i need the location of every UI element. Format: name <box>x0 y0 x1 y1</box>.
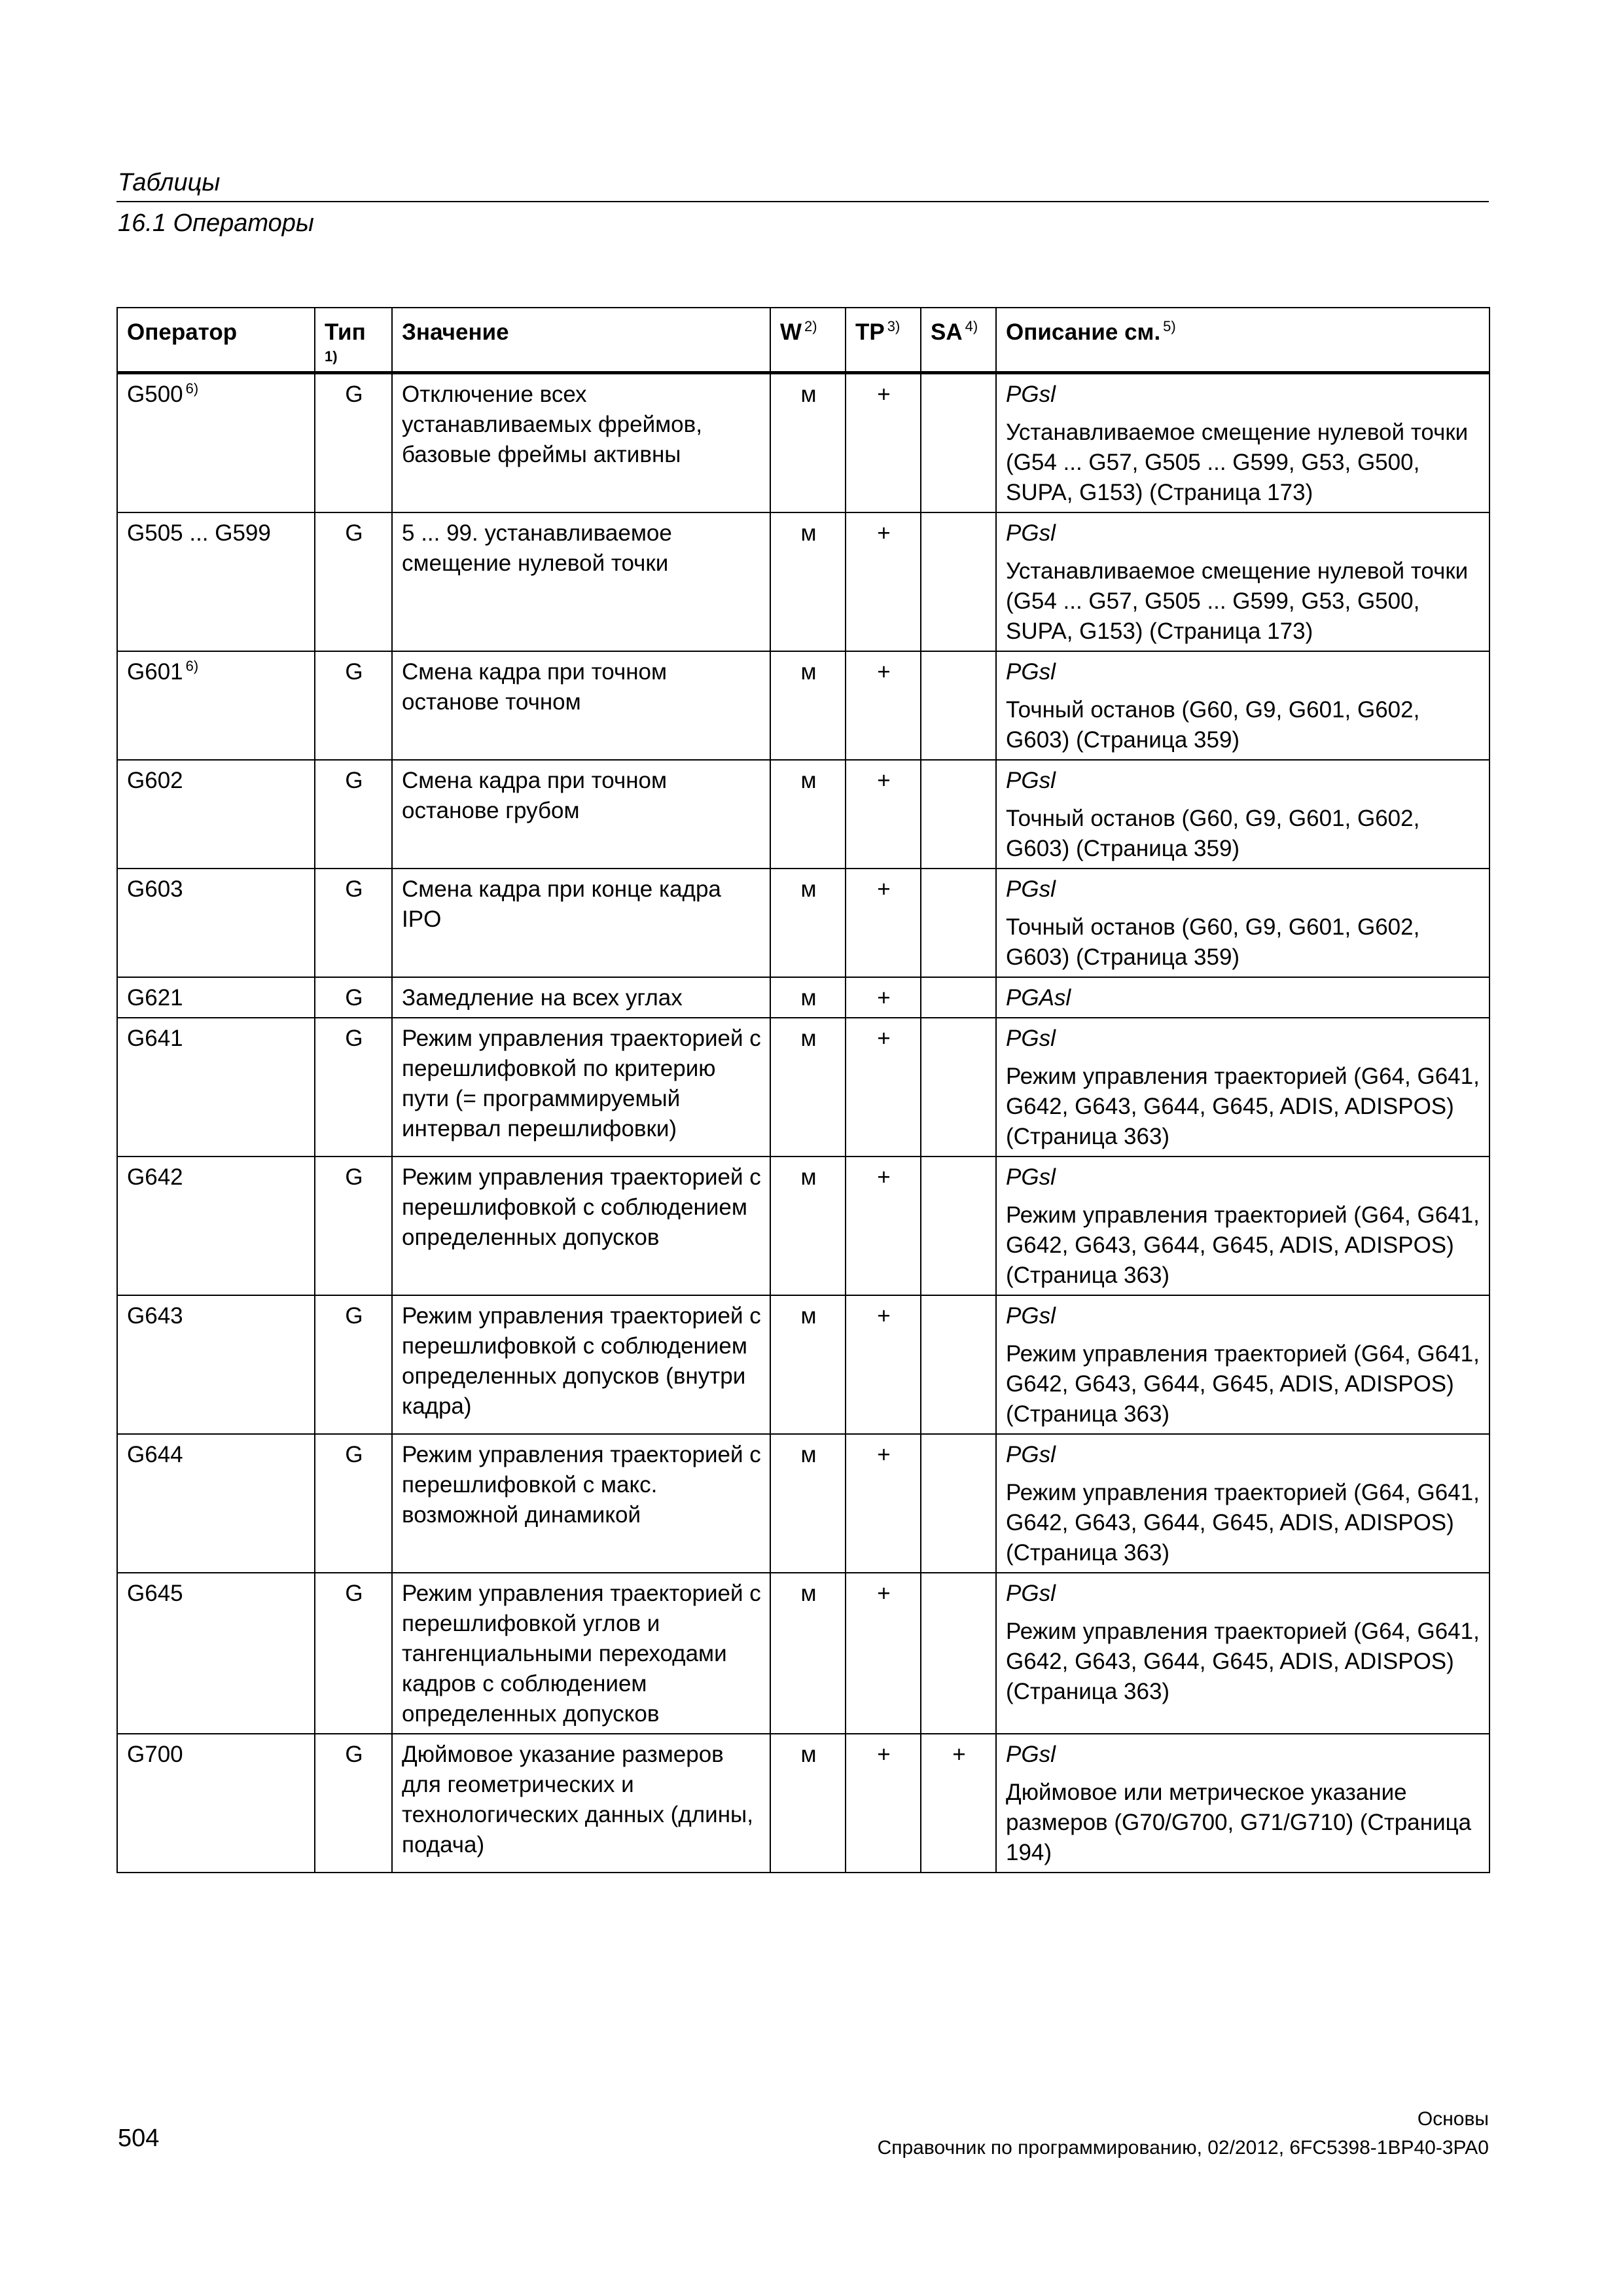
operator-cell <box>117 373 315 513</box>
sa-cell <box>921 1434 996 1573</box>
operator-cell <box>117 1573 315 1734</box>
tp-cell <box>846 1157 921 1295</box>
tp-cell <box>846 651 921 760</box>
description-cell <box>996 1734 1489 1873</box>
w-value: м <box>800 382 817 407</box>
sa-cell <box>921 1157 996 1295</box>
operator-cell <box>117 1734 315 1873</box>
meaning-text: Смена кадра при конце кадра IPO <box>402 876 721 932</box>
col-header-type: Тип 1) <box>315 308 392 373</box>
meaning-text: Замедление на всех углах <box>402 985 683 1011</box>
operator-name: G505 ... G599 <box>127 520 271 546</box>
manual-reference: PGsl <box>1006 1164 1056 1190</box>
tp-value: + <box>877 520 891 546</box>
description-link-text: Режим управления траекторией (G64, G641, G642, G643, G644, G645, ADIS, ADISPOS) (Страница 363) <box>1006 1064 1480 1149</box>
type-cell <box>315 1734 392 1873</box>
type-value: G <box>345 1581 363 1606</box>
table-row <box>117 1018 1489 1157</box>
description-cell <box>996 651 1489 760</box>
operator-name: G601 <box>127 659 183 685</box>
type-cell <box>315 1157 392 1295</box>
w-value: м <box>800 1164 817 1190</box>
description-link-text: Точный останов (G60, G9, G601, G602, G603) (Страница 359) <box>1006 914 1420 970</box>
description-cell <box>996 1157 1489 1295</box>
description-link-text: Устанавливаемое смещение нулевой точки (G54 ... G57, G505 ... G599, G53, G500, SUPA, G153) (Страница 173) <box>1006 558 1469 644</box>
type-value: G <box>345 659 363 685</box>
w-cell <box>770 977 846 1018</box>
description-link-text: Точный останов (G60, G9, G601, G602, G603) (Страница 359) <box>1006 697 1420 753</box>
w-value: м <box>800 520 817 546</box>
w-value: м <box>800 1303 817 1329</box>
type-value: G <box>345 1164 363 1190</box>
tp-cell <box>846 869 921 977</box>
tp-cell <box>846 977 921 1018</box>
meaning-cell <box>392 1434 770 1573</box>
manual-reference: PGsl <box>1006 876 1056 902</box>
sa-cell <box>921 977 996 1018</box>
operator-cell <box>117 1295 315 1434</box>
tp-value: + <box>877 1581 891 1606</box>
w-value: м <box>800 1742 817 1767</box>
table-row <box>117 1295 1489 1434</box>
manual-reference: PGsl <box>1006 1026 1056 1051</box>
meaning-cell <box>392 1018 770 1157</box>
meaning-cell <box>392 977 770 1018</box>
operator-name: G642 <box>127 1164 183 1190</box>
tp-value: + <box>877 1026 891 1051</box>
description-link-text: Устанавливаемое смещение нулевой точки (G54 ... G57, G505 ... G599, G53, G500, SUPA, G153) (Страница 173) <box>1006 420 1469 505</box>
w-value: м <box>800 768 817 793</box>
sa-value: + <box>952 1742 966 1767</box>
type-cell <box>315 1434 392 1573</box>
tp-value: + <box>877 1303 891 1329</box>
sa-cell <box>921 1295 996 1434</box>
meaning-text: Режим управления траекторией с перешлифовкой углов и тангенциальными переходами кадров с соблюдением определенных допусков <box>402 1581 761 1727</box>
operator-cell <box>117 1018 315 1157</box>
tp-value: + <box>877 1442 891 1467</box>
sa-cell <box>921 512 996 651</box>
w-value: м <box>800 1581 817 1606</box>
w-cell <box>770 512 846 651</box>
description-cell <box>996 760 1489 869</box>
w-cell <box>770 373 846 513</box>
meaning-cell <box>392 1734 770 1873</box>
w-cell <box>770 651 846 760</box>
w-cell <box>770 1434 846 1573</box>
description-link-text: Режим управления траекторией (G64, G641, G642, G643, G644, G645, ADIS, ADISPOS) (Страница 363) <box>1006 1341 1480 1427</box>
footnote-mark: 6) <box>185 658 199 675</box>
meaning-cell <box>392 1295 770 1434</box>
manual-reference: PGsl <box>1006 1303 1056 1329</box>
meaning-text: Отключение всех устанавливаемых фреймов, базовые фреймы активны <box>402 382 702 467</box>
sa-cell <box>921 1018 996 1157</box>
description-cell <box>996 373 1489 513</box>
col-header-sa: SA $^{4)}$ <box>921 308 996 373</box>
col-header-w: W $^{2)}$ <box>770 308 846 373</box>
meaning-text: Режим управления траекторией с перешлифовкой по критерию пути (= программируемый интервал перешлифовки) <box>402 1026 761 1141</box>
meaning-cell <box>392 651 770 760</box>
description-cell <box>996 1018 1489 1157</box>
meaning-cell <box>392 512 770 651</box>
manual-reference: PGsl <box>1006 768 1056 793</box>
table-row <box>117 651 1489 760</box>
w-cell <box>770 760 846 869</box>
footer-book: Основы <box>1417 2108 1489 2130</box>
operator-name: G602 <box>127 768 183 793</box>
meaning-text: 5 ... 99. устанавливаемое смещение нулевой точки <box>402 520 672 576</box>
operator-name: G643 <box>127 1303 183 1329</box>
manual-reference: PGAsl <box>1006 985 1071 1011</box>
type-value: G <box>345 1303 363 1329</box>
tp-cell <box>846 1734 921 1873</box>
table-row <box>117 1157 1489 1295</box>
page-number: 504 <box>118 2125 160 2152</box>
tp-value: + <box>877 1742 891 1767</box>
type-value: G <box>345 520 363 546</box>
tp-cell <box>846 373 921 513</box>
sa-cell <box>921 1734 996 1873</box>
description-link-text: Режим управления траекторией (G64, G641, G642, G643, G644, G645, ADIS, ADISPOS) (Страница 363) <box>1006 1480 1480 1566</box>
operator-name: G500 <box>127 382 183 407</box>
description-link-text: Дюймовое или метрическое указание размеров (G70/G700, G71/G710) (Страница 194) <box>1006 1780 1472 1865</box>
meaning-cell <box>392 760 770 869</box>
sa-cell <box>921 1573 996 1734</box>
description-cell <box>996 512 1489 651</box>
tp-cell <box>846 1434 921 1573</box>
manual-reference: PGsl <box>1006 520 1056 546</box>
w-cell <box>770 1734 846 1873</box>
description-link-text: Режим управления траекторией (G64, G641, G642, G643, G644, G645, ADIS, ADISPOS) (Страница 363) <box>1006 1202 1480 1288</box>
tp-cell <box>846 760 921 869</box>
operator-cell <box>117 651 315 760</box>
operator-name: G645 <box>127 1581 183 1606</box>
description-cell <box>996 977 1489 1018</box>
sa-cell <box>921 869 996 977</box>
operator-name: G641 <box>127 1026 183 1051</box>
meaning-text: Режим управления траекторией с перешлифовкой с соблюдением определенных допусков <box>402 1164 761 1250</box>
tp-cell <box>846 512 921 651</box>
col-header-tp: TP $^{3)}$ <box>846 308 921 373</box>
meaning-text: Режим управления траекторией с перешлифовкой с соблюдением определенных допусков (внутри кадра) <box>402 1303 761 1419</box>
meaning-text: Смена кадра при точном останове грубом <box>402 768 668 823</box>
w-value: м <box>800 985 817 1011</box>
section-title: Таблицы <box>118 169 221 196</box>
operator-name: G644 <box>127 1442 183 1467</box>
meaning-cell <box>392 1573 770 1734</box>
tp-value: + <box>877 1164 891 1190</box>
operator-cell <box>117 1157 315 1295</box>
manual-reference: PGsl <box>1006 659 1056 685</box>
type-cell <box>315 373 392 513</box>
w-cell <box>770 1573 846 1734</box>
tp-value: + <box>877 659 891 685</box>
table-row <box>117 1434 1489 1573</box>
description-cell <box>996 869 1489 977</box>
header-rule <box>116 201 1489 202</box>
footer-reference: Справочник по программированию, 02/2012, 6FC5398-1BP40-3PA0 <box>877 2137 1489 2159</box>
sa-cell <box>921 373 996 513</box>
w-value: м <box>800 659 817 685</box>
col-header-meaning: Значение <box>392 308 770 373</box>
operator-cell <box>117 760 315 869</box>
col-header-description: Описание см. $^{5)}$ <box>996 308 1489 373</box>
operator-cell <box>117 512 315 651</box>
sa-cell <box>921 651 996 760</box>
w-cell <box>770 1018 846 1157</box>
type-cell <box>315 512 392 651</box>
meaning-text: Дюймовое указание размеров для геометрических и технологических данных (длины, подача) <box>402 1742 753 1857</box>
type-value: G <box>345 1026 363 1051</box>
type-cell <box>315 760 392 869</box>
tp-value: + <box>877 382 891 407</box>
w-value: м <box>800 1442 817 1467</box>
type-value: G <box>345 1442 363 1467</box>
subsection-title: 16.1 Операторы <box>118 209 314 237</box>
table-row <box>117 1734 1489 1873</box>
w-cell <box>770 869 846 977</box>
tp-cell <box>846 1018 921 1157</box>
w-value: м <box>800 876 817 902</box>
w-cell <box>770 1157 846 1295</box>
type-value: G <box>345 876 363 902</box>
manual-reference: PGsl <box>1006 1581 1056 1606</box>
description-cell <box>996 1434 1489 1573</box>
manual-reference: PGsl <box>1006 1742 1056 1767</box>
table-row <box>117 869 1489 977</box>
type-value: G <box>345 1742 363 1767</box>
meaning-cell <box>392 373 770 513</box>
type-cell <box>315 977 392 1018</box>
operator-cell <box>117 977 315 1018</box>
table-header-row <box>117 308 1489 373</box>
tp-cell <box>846 1295 921 1434</box>
tp-cell <box>846 1573 921 1734</box>
operator-name: G621 <box>127 985 183 1011</box>
type-value: G <box>345 382 363 407</box>
type-cell <box>315 1573 392 1734</box>
manual-reference: PGsl <box>1006 382 1056 407</box>
type-value: G <box>345 985 363 1011</box>
footnote-mark: 6) <box>185 380 199 397</box>
operator-name: G700 <box>127 1742 183 1767</box>
operator-cell <box>117 869 315 977</box>
table-row <box>117 977 1489 1018</box>
w-value: м <box>800 1026 817 1051</box>
tp-value: + <box>877 768 891 793</box>
description-cell <box>996 1295 1489 1434</box>
table-row <box>117 1573 1489 1734</box>
type-cell <box>315 651 392 760</box>
meaning-cell <box>392 869 770 977</box>
meaning-text: Смена кадра при точном останове точном <box>402 659 668 715</box>
description-cell <box>996 1573 1489 1734</box>
description-link-text: Точный останов (G60, G9, G601, G602, G603) (Страница 359) <box>1006 806 1420 861</box>
operators-table <box>116 307 1490 1873</box>
operator-cell <box>117 1434 315 1573</box>
col-header-operator: Оператор <box>117 308 315 373</box>
tp-value: + <box>877 985 891 1011</box>
table-row <box>117 373 1489 513</box>
type-cell <box>315 869 392 977</box>
type-cell <box>315 1295 392 1434</box>
table-row <box>117 512 1489 651</box>
tp-value: + <box>877 876 891 902</box>
meaning-cell <box>392 1157 770 1295</box>
manual-reference: PGsl <box>1006 1442 1056 1467</box>
type-cell <box>315 1018 392 1157</box>
description-link-text: Режим управления траекторией (G64, G641, G642, G643, G644, G645, ADIS, ADISPOS) (Страница 363) <box>1006 1619 1480 1704</box>
operator-name: G603 <box>127 876 183 902</box>
table-row <box>117 760 1489 869</box>
type-value: G <box>345 768 363 793</box>
w-cell <box>770 1295 846 1434</box>
sa-cell <box>921 760 996 869</box>
meaning-text: Режим управления траекторией с перешлифовкой с макс. возможной динамикой <box>402 1442 761 1528</box>
